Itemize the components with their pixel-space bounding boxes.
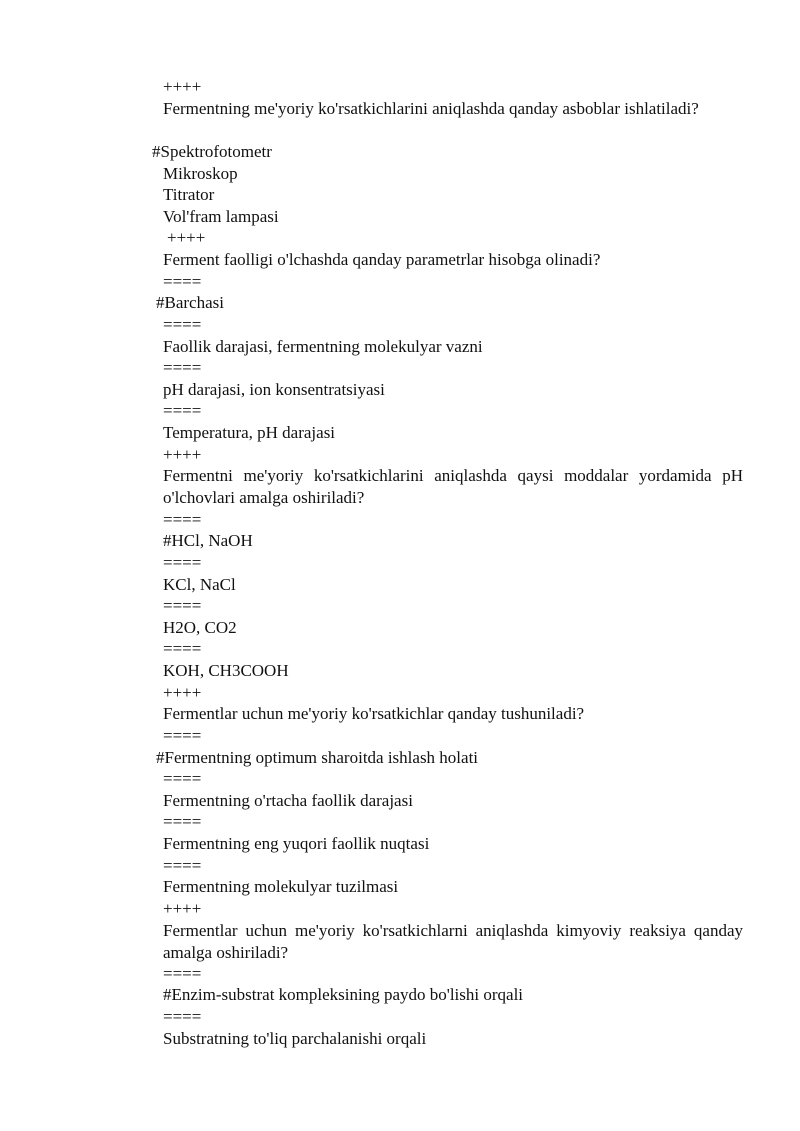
option-separator: ==== xyxy=(163,1007,202,1026)
answer-option: pH darajasi, ion konsentratsiyasi xyxy=(163,380,385,399)
question-text: Ferment faolligi o'lchashda qanday parametrlar hisobga olinadi? xyxy=(163,250,601,269)
option-separator: ==== xyxy=(163,401,202,420)
option-separator: ==== xyxy=(163,856,202,875)
option-separator: ==== xyxy=(163,812,202,831)
option-separator: ==== xyxy=(163,769,202,788)
question-text: Fermentning me'yoriy ko'rsatkichlarini aniqlashda qanday asboblar ishlatiladi? xyxy=(163,99,699,118)
question-marker: ++++ xyxy=(163,77,202,96)
answer-option: Fermentning molekulyar tuzilmasi xyxy=(163,877,399,896)
option-separator: ==== xyxy=(163,639,202,658)
question-text: Fermentlar uchun me'yoriy ko'rsatkichlarni aniqlashda kimyoviy reaksiya qanday amalga oshiriladi? xyxy=(163,921,743,962)
option-separator: ==== xyxy=(163,726,202,745)
question-text: Fermentni me'yoriy ko'rsatkichlarini aniqlashda qaysi moddalar yordamida pH o'lchovlari amalga oshiriladi? xyxy=(163,466,743,507)
question-marker: ++++ xyxy=(163,683,202,702)
answer-option-correct: #Enzim-substrat kompleksining paydo bo'lishi orqali xyxy=(163,985,524,1004)
answer-option-correct: #HCl, NaOH xyxy=(163,531,253,550)
answer-option: Titrator xyxy=(163,185,215,204)
option-separator: ==== xyxy=(163,358,202,377)
option-separator: ==== xyxy=(163,315,202,334)
option-separator: ==== xyxy=(163,553,202,572)
answer-option: Faollik darajasi, fermentning molekulyar vazni xyxy=(163,337,483,356)
answer-option: Temperatura, pH darajasi xyxy=(163,423,336,442)
answer-option: Fermentning eng yuqori faollik nuqtasi xyxy=(163,834,430,853)
answer-option: Mikroskop xyxy=(163,164,238,183)
question-marker: ++++ xyxy=(163,899,202,918)
answer-option: Vol'fram lampasi xyxy=(163,207,279,226)
question-marker: ++++ xyxy=(163,445,202,464)
answer-option: KCl, NaCl xyxy=(163,575,236,594)
answer-option-correct: #Fermentning optimum sharoitda ishlash holati xyxy=(156,748,479,767)
answer-option-correct: #Barchasi xyxy=(156,293,224,312)
question-marker: ++++ xyxy=(167,228,206,247)
question-text: Fermentlar uchun me'yoriy ko'rsatkichlar qanday tushuniladi? xyxy=(163,704,585,723)
answer-option-correct: #Spektrofotometr xyxy=(152,142,272,161)
answer-option: KOH, CH3COOH xyxy=(163,661,289,680)
answer-option: Substratning to'liq parchalanishi orqali xyxy=(163,1029,427,1048)
option-separator: ==== xyxy=(163,272,202,291)
option-separator: ==== xyxy=(163,510,202,529)
option-separator: ==== xyxy=(163,596,202,615)
answer-option: Fermentning o'rtacha faollik darajasi xyxy=(163,791,413,810)
option-separator: ==== xyxy=(163,964,202,983)
answer-option: H2O, CO2 xyxy=(163,618,237,637)
